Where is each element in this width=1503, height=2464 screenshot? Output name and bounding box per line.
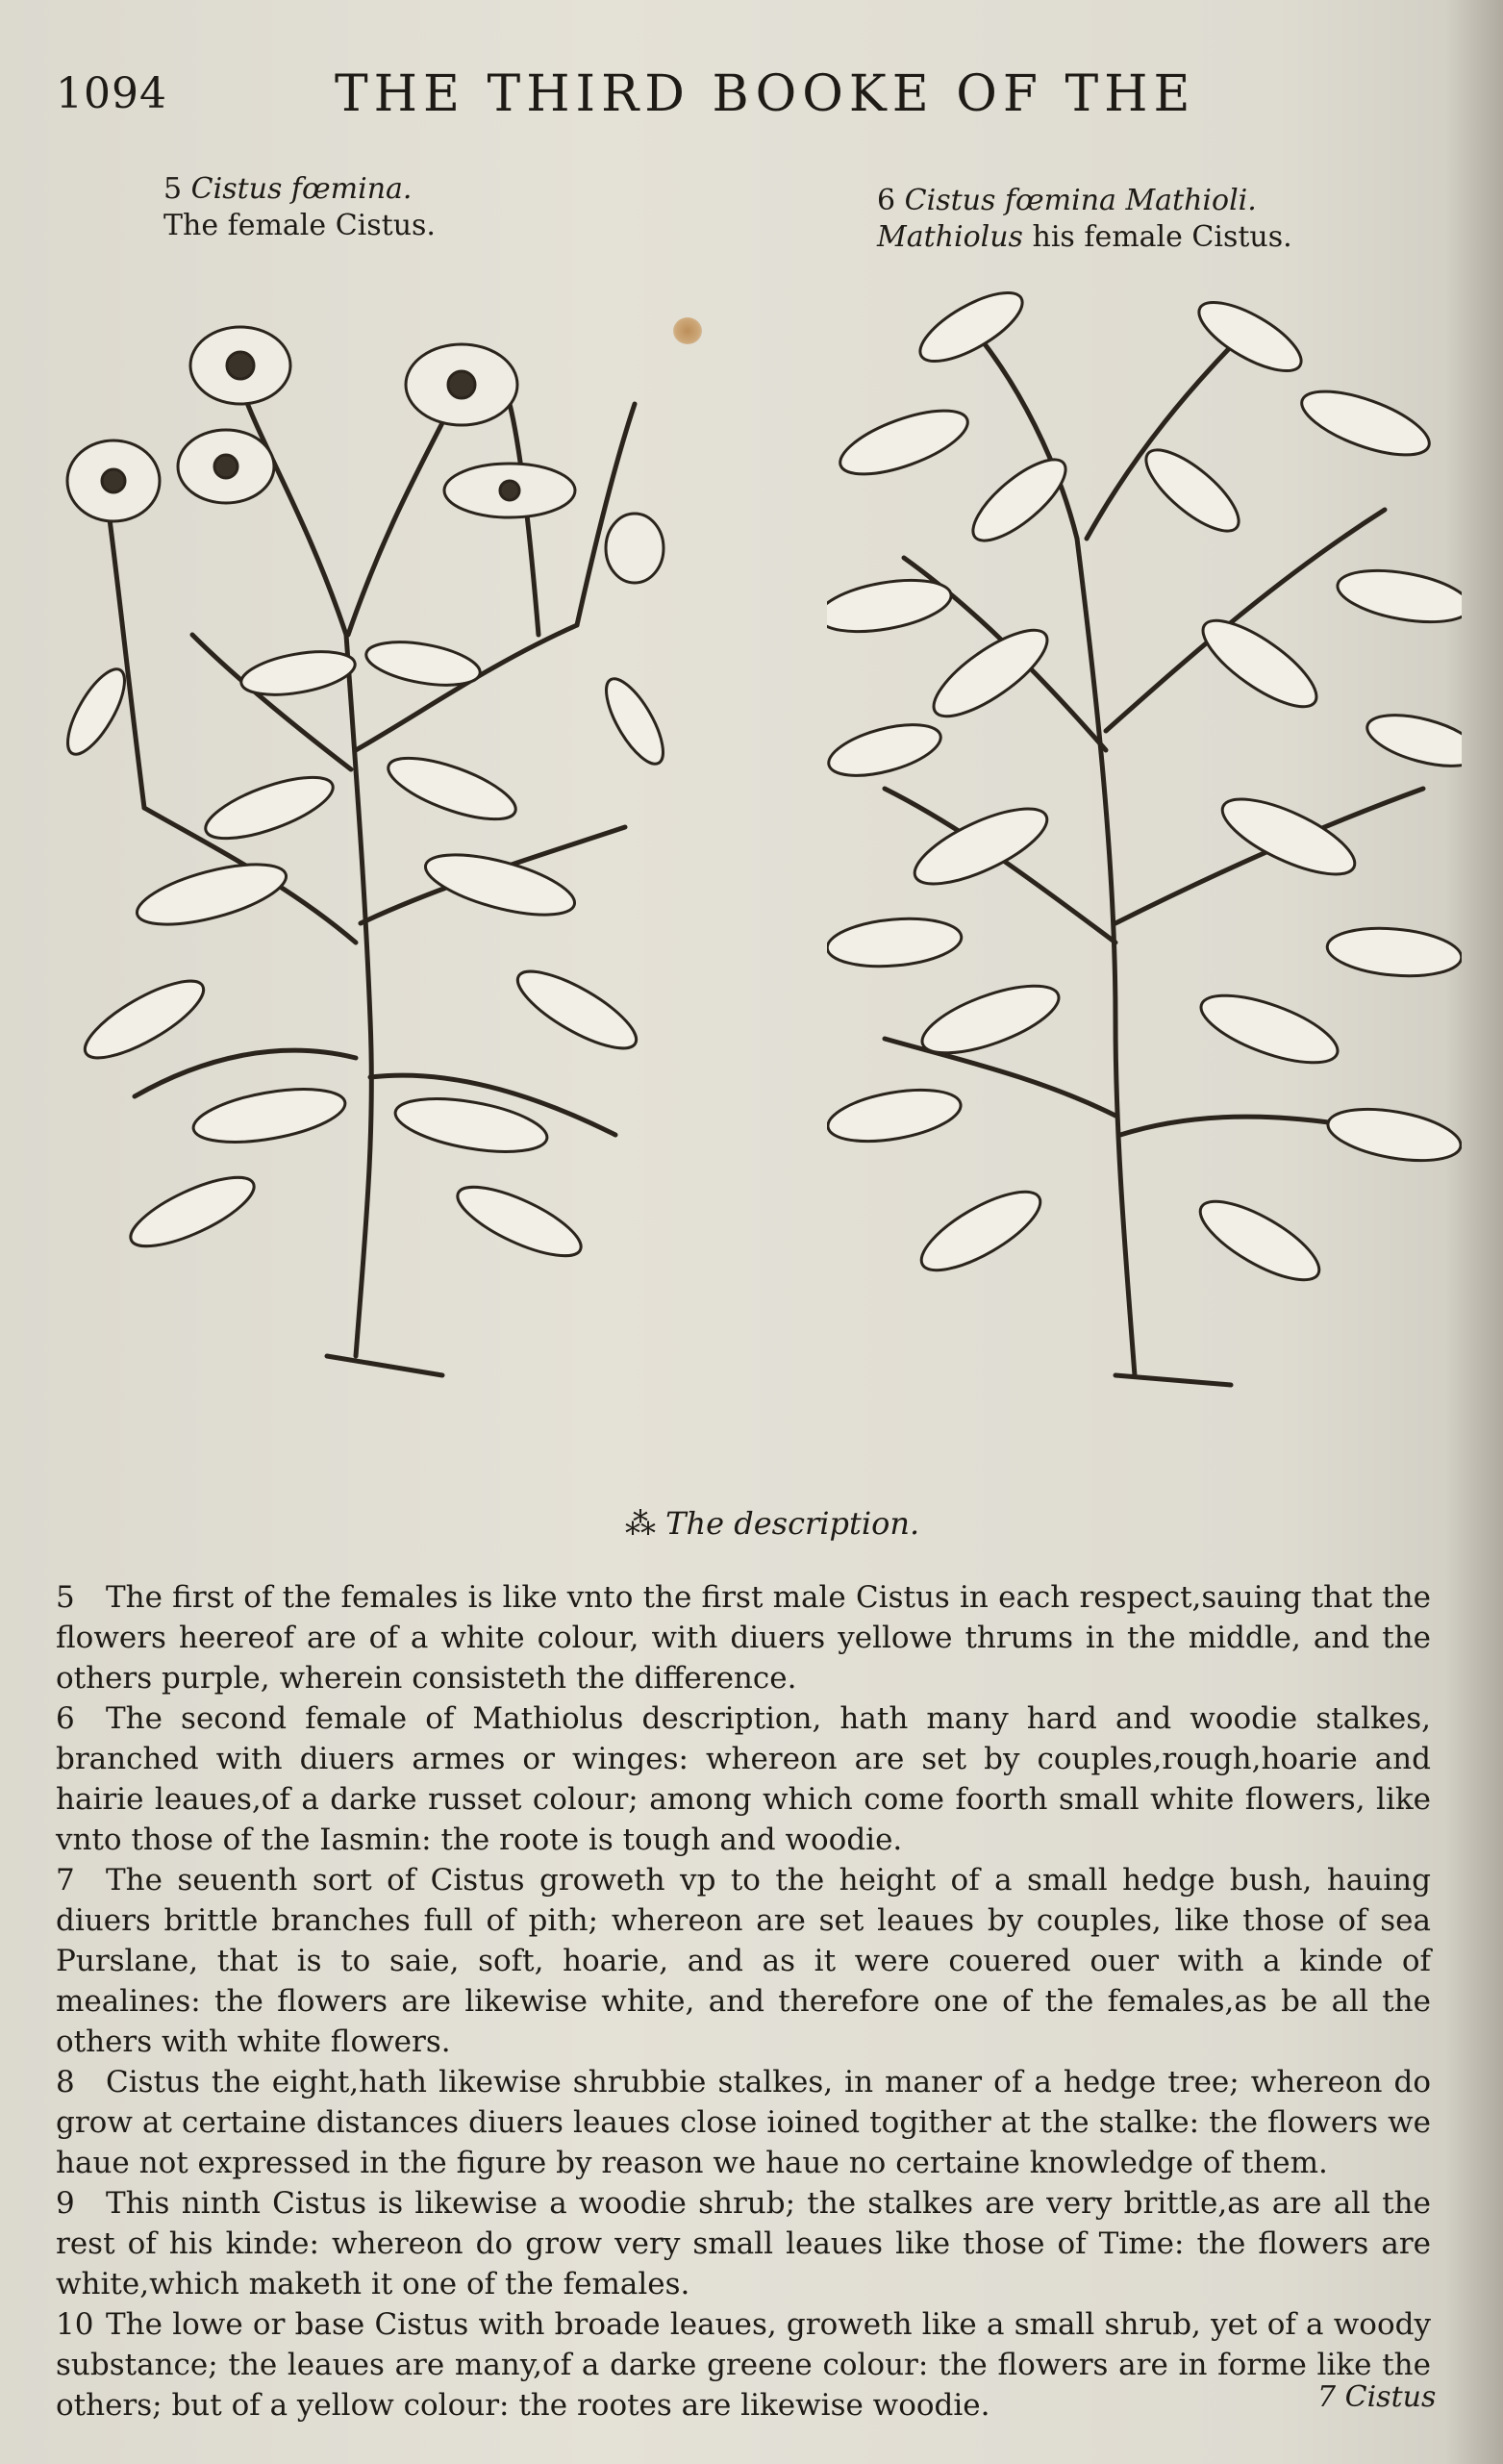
paragraph-number: 7 — [56, 1863, 75, 1898]
paragraph-number: 9 — [56, 2186, 75, 2221]
woodcut-mathiolus-cistus — [827, 289, 1462, 1395]
paragraph-number: 5 — [56, 1580, 75, 1615]
paragraph — [56, 1577, 1431, 1698]
section-heading-text: The description. — [665, 1505, 920, 1542]
running-head: THE THIRD BOOKE OF THE — [335, 65, 1196, 123]
description-body — [56, 1577, 1431, 2426]
caption-author-name: Mathiolus — [877, 220, 1023, 254]
paragraph-text: The seuenth sort of Cistus groweth vp to the height of a small hedge bush, hauing diuers brittle branches full of pith; whereon are set leaues by couples, like those of sea Purslane, that is to saie, soft, hoarie, and as it were couered ouer with a kinde of mealines: the flowers are likewise white, and therefore one of the females,as be all the others with white flowers. — [56, 1863, 1431, 2059]
paragraph — [56, 2062, 1431, 2183]
paragraph-number: 6 — [56, 1701, 75, 1736]
caption-latin-name: Cistus fœmina. — [190, 172, 413, 206]
paragraph-text: The lowe or base Cistus with broade leaues, groweth like a small shrub, yet of a woody substance; the leaues are many,of a darke greene colour: the flowers are in forme like the others; but of a yellow colour: the rootes are likewise woodie. — [56, 2307, 1431, 2423]
section-heading — [625, 1505, 919, 1542]
woodcut-female-cistus — [38, 269, 702, 1395]
caption-latin-name: Cistus fœmina Mathioli. — [904, 184, 1257, 217]
page-header — [56, 60, 1460, 137]
paragraph — [56, 2183, 1431, 2304]
paragraph-text: The second female of Mathiolus description, hath many hard and woodie stalkes, branched with diuers armes or winges: whereon are set by couples,rough,hoarie and hairie leaues,of a darke russet colour; among which come foorth small white flowers, like vnto those of the Iasmin: the roote is tough and woodie. — [56, 1701, 1431, 1857]
paragraph — [56, 1698, 1431, 1860]
caption-figure-5 — [163, 171, 436, 244]
caption-number: 6 — [877, 184, 896, 217]
paragraph-text: Cistus the eight,hath likewise shrubbie stalkes, in maner of a hedge tree; whereon do grow at certaine distances diuers leaues close ioined togither at the stalke: the flowers we haue not expressed in the figure by reason we haue no certaine knowledge of them. — [56, 2065, 1431, 2180]
paragraph-text: This ninth Cistus is likewise a woodie shrub; the stalkes are very brittle,as are all the rest of his kinde: whereon do grow very small leaues like those of Time: the flowers are white,which maketh it one of the females. — [56, 2186, 1431, 2301]
paragraph-number: 10 — [56, 2307, 94, 2342]
asterism-icon: ⁂ — [625, 1505, 656, 1542]
paragraph-number: 8 — [56, 2065, 75, 2099]
catchword: 7 Cistus — [1317, 2380, 1437, 2414]
main-stem — [1077, 539, 1135, 1375]
page-number: 1094 — [56, 69, 167, 118]
paragraph — [56, 2304, 1431, 2426]
caption-english-name: The female Cistus. — [163, 209, 436, 242]
paragraph — [56, 1860, 1431, 2062]
caption-number: 5 — [163, 172, 183, 206]
caption-english-name: his female Cistus. — [1032, 220, 1292, 254]
paragraph-text: The first of the females is like vnto the first male Cistus in each respect,sauing that the flowers heereof are of a white colour, with diuers yellowe thrums in the middle, and the others purple, wherein consisteth the difference. — [56, 1580, 1431, 1696]
caption-figure-6 — [877, 183, 1292, 256]
